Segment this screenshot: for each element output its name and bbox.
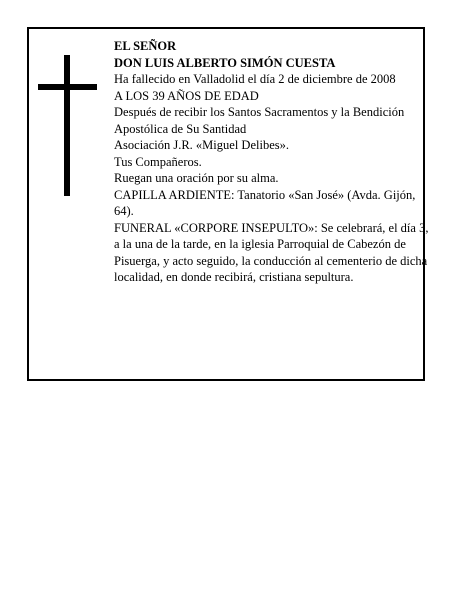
cross-icon xyxy=(38,55,97,196)
notice-death-date: Ha fallecido en Valladolid el día 2 de diciembre de 2008 xyxy=(114,72,396,86)
cross-vertical-bar xyxy=(64,55,70,196)
notice-prayer-request: Ruegan una oración por su alma. xyxy=(114,171,279,185)
obituary-text xyxy=(114,38,430,286)
notice-funeral: FUNERAL «CORPORE INSEPULTO»: Se celebrará, el día 3, a la una de la tarde, en la iglesia Parroquial de Cabezón de Pisuerga, y acto seguido, la conducción al cementerio de dicha localidad, en donde recibirá, cristiana sepultura. xyxy=(114,220,429,284)
notice-deceased-name: DON LUIS ALBERTO SIMÓN CUESTA xyxy=(114,55,336,70)
notice-association: Asociación J.R. «Miguel Delibes». xyxy=(114,138,289,152)
notice-age: A LOS 39 AÑOS DE EDAD xyxy=(114,88,259,103)
notice-heading-title: EL SEÑOR xyxy=(114,39,177,53)
notice-chapel: CAPILLA ARDIENTE: Tanatorio «San José» (Avda. Gijón, 64). xyxy=(114,187,416,218)
notice-sacraments: Después de recibir los Santos Sacramentos y la Bendición Apostólica de Su Santidad xyxy=(114,105,405,136)
notice-colleagues: Tus Compañeros. xyxy=(114,154,202,169)
cross-horizontal-bar xyxy=(38,84,97,90)
